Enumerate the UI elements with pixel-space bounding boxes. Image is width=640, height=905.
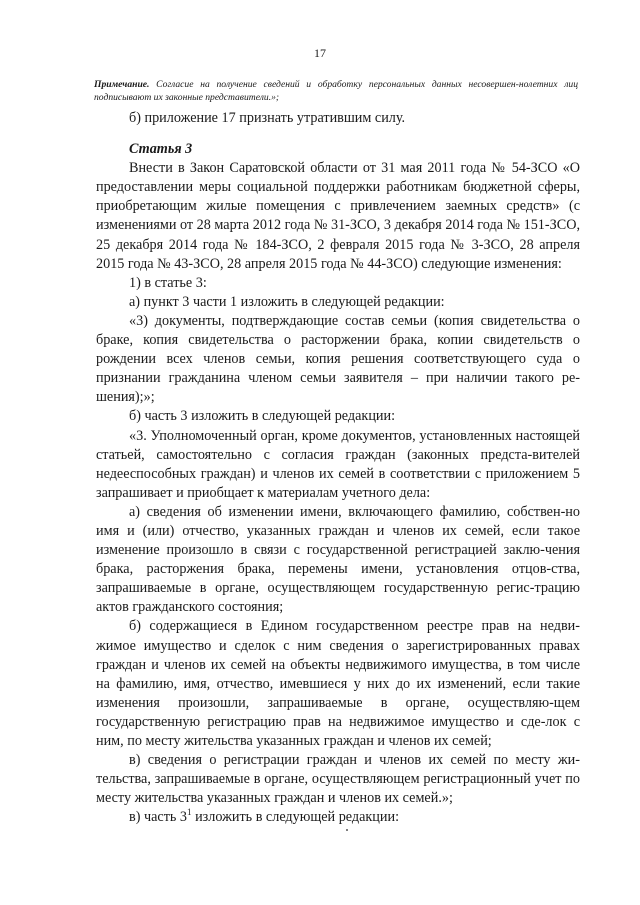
paragraph-article-3: 1) в статье 3: bbox=[129, 274, 207, 291]
paragraph-appendix-17: б) приложение 17 признать утратившим силу. bbox=[129, 110, 406, 126]
paragraph-documents-family: «3) документы, подтверждающие состав семьи (копия свидетельства о браке, копия свидетельства о расторжении брака, копии свидетельств о рождении всех членов семьи, копия решения соответствующего суда о признании гражданина членом семьи заявителя – при наличии такого ре-шения);»; bbox=[96, 312, 580, 406]
document-body bbox=[96, 109, 580, 827]
note-text: Согласие на получение сведений и обработку персональных данных несовершен-нолетних лиц подписывают их законные представители.»; bbox=[94, 79, 578, 103]
paragraph-item-a: а) пункт 3 части 1 изложить в следующей редакции: bbox=[129, 293, 445, 310]
paragraph-part-3-1 bbox=[96, 808, 580, 827]
note-label: Примечание. bbox=[94, 79, 150, 90]
paragraph-item-b: б) часть 3 изложить в следующей редакции: bbox=[129, 408, 396, 425]
article-heading: Статья 3 bbox=[129, 141, 193, 158]
part-superscript: 1 bbox=[187, 807, 192, 818]
paragraph-authorized-body: «3. Уполномоченный орган, кроме документов, установленных настоящей статьей, самостоятельно с согласия граждан (законных предста-вителей недееспособных граждан) и членов их семей в соответствии с приложением 5 запрашивает и приобщает к материалам учетного дела: bbox=[96, 427, 580, 501]
footnote-remark bbox=[94, 78, 578, 104]
paragraph-name-change: а) сведения об изменении имени, включающего фамилию, собствен-но имя и (или) отчество, указанных граждан и членов их семей, если такое изменение произошло в связи с государственной регистрацией заклю-чения брака, расторжения брака, перемены имени, установления отцов-ства, запрашиваемые в органе, осуществляющем государственную регис-трацию актов гражданского состояния; bbox=[96, 503, 580, 616]
paragraph-residence-registration: в) сведения о регистрации граждан и членов их семей по месту жи-тельства, запрашиваемые в органе, осуществляющем регистрационный учет по месту жительства указанных граждан и членов их семей.»; bbox=[96, 752, 580, 807]
paragraph-property-register: б) содержащиеся в Едином государственном реестре прав на недви-жимое имущество и сделок с ним сведения о зарегистрированных правах граждан и членов их семей на объекты недвижимого имущества, в том числе на фамилию, имя, отчество, имевшиеся у них до их изменений, если такие изменения произошли, запрашиваемые в органе, осуществляю-щем государственную регистрацию прав на недвижимое имущество и сде-лок с ним, по месту жительства указанных граждан и членов их семей; bbox=[96, 618, 580, 749]
part-tail: изложить в следующей редакции: bbox=[191, 809, 400, 826]
scan-speck bbox=[346, 829, 348, 831]
page-number: 17 bbox=[314, 46, 326, 60]
paragraph-amend-law: Внести в Закон Саратовской области от 31 мая 2011 года № 54-ЗСО «О предоставлении меры социальной поддержки работникам бюджетной сферы, приобретающим жилые помещения с привлечением заемных средств» (с изменениями от 28 марта 2012 года № 31-ЗСО, 3 декабря 2014 года № 151-ЗСО, 25 декабря 2014 года № 184-ЗСО, 2 февраля 2015 года № 3-ЗСО, 28 апреля 2015 года № 43-ЗСО, 28 апреля 2015 года № 44-ЗСО) следующие изменения: bbox=[96, 160, 580, 272]
part-label: в) часть 3 bbox=[129, 809, 188, 826]
